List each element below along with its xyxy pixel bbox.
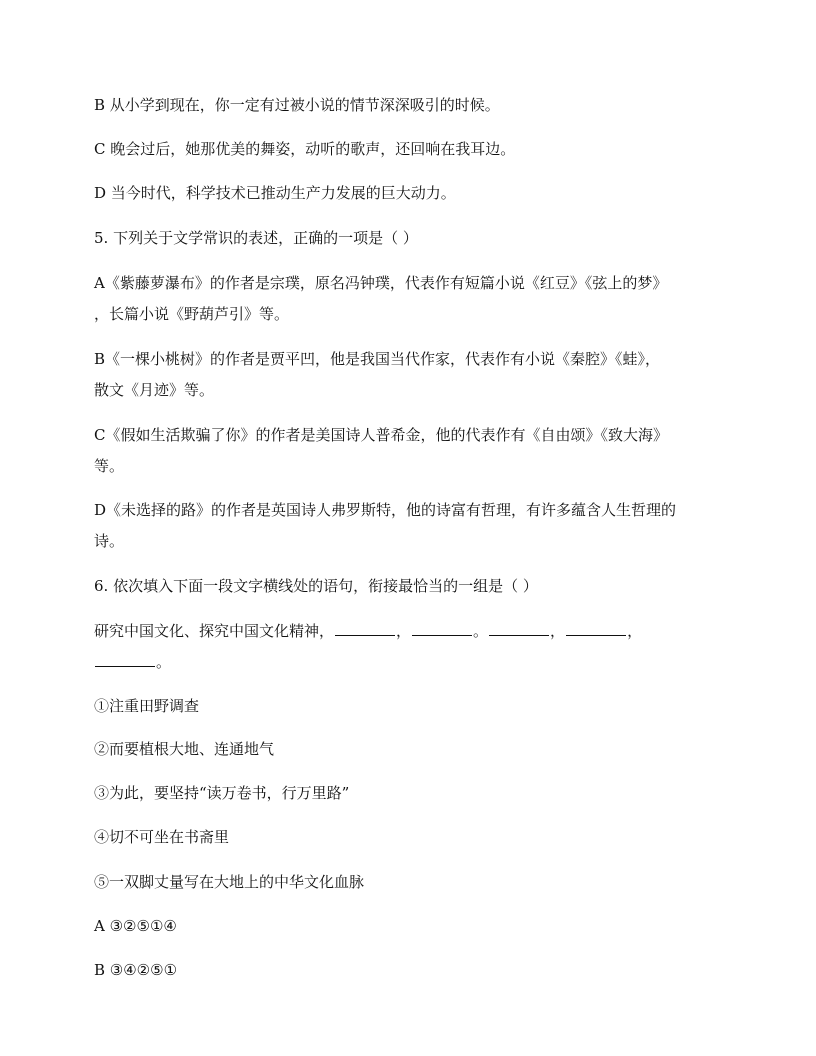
q5-option-a-line-2: ，长篇小说《野葫芦引》等。 [94,305,290,323]
fill-blank-sentence [94,621,734,641]
q5-option-a-line-1: A《紫藤萝瀑布》的作者是宗璞，原名冯钟璞，代表作有短篇小说《红豆》《弦上的梦》 [94,274,668,292]
fill-sep-2: 。 [473,622,489,640]
question-5-title: 5. 下列关于文学常识的表述，正确的一项是（ ） [94,229,418,247]
q5-option-b-line-2: 散文《月迹》等。 [94,381,215,399]
clause-2: ②而要植根大地、连通地气 [94,740,275,758]
clause-3: ③为此，要坚持“读万卷书，行万里路” [94,784,350,802]
q5-option-c-line-2: 等。 [94,457,125,475]
blank-4 [566,621,626,636]
option-b-sentence: B 从小学到现在，你一定有过被小说的情节深深吸引的时候。 [94,96,500,114]
question-6-title: 6. 依次填入下面一段文字横线处的语句，衔接最恰当的一组是（ ） [94,577,538,595]
clause-5: ⑤一双脚丈量写在大地上的中华文化血脉 [94,873,365,891]
fill-sep-1: ， [396,622,412,640]
fill-end: 。 [156,653,172,671]
q5-option-b-line-1: B《一棵小桃树》的作者是贾平凹，他是我国当代作家，代表作有小说《秦腔》《蛙》， [94,350,661,368]
fill-prefix: 研究中国文化、探究中国文化精神， [94,622,335,640]
fill-blank-sentence-line-2 [94,652,734,672]
option-d-sentence: D 当今时代，科学技术已推动生产力发展的巨大动力。 [94,184,456,202]
q6-option-b: B ③④②⑤① [94,961,178,979]
blank-2 [412,621,472,636]
clause-4: ④切不可坐在书斋里 [94,828,230,846]
option-c-sentence: C 晚会过后，她那优美的舞姿，动听的歌声，还回响在我耳边。 [94,140,516,158]
fill-sep-4: ， [627,622,643,640]
blank-5 [95,652,155,667]
q5-option-d-line-2: 诗。 [94,532,125,550]
fill-sep-3: ， [550,622,566,640]
q6-option-a: A ③②⑤①④ [94,917,177,935]
clause-1: ①注重田野调查 [94,697,200,715]
blank-3 [489,621,549,636]
q5-option-d-line-1: D《未选择的路》的作者是英国诗人弗罗斯特，他的诗富有哲理，有许多蕴含人生哲理的 [94,501,677,519]
q5-option-c-line-1: C《假如生活欺骗了你》的作者是美国诗人普希金，他的代表作有《自由颂》《致大海》 [94,426,668,444]
blank-1 [335,621,395,636]
